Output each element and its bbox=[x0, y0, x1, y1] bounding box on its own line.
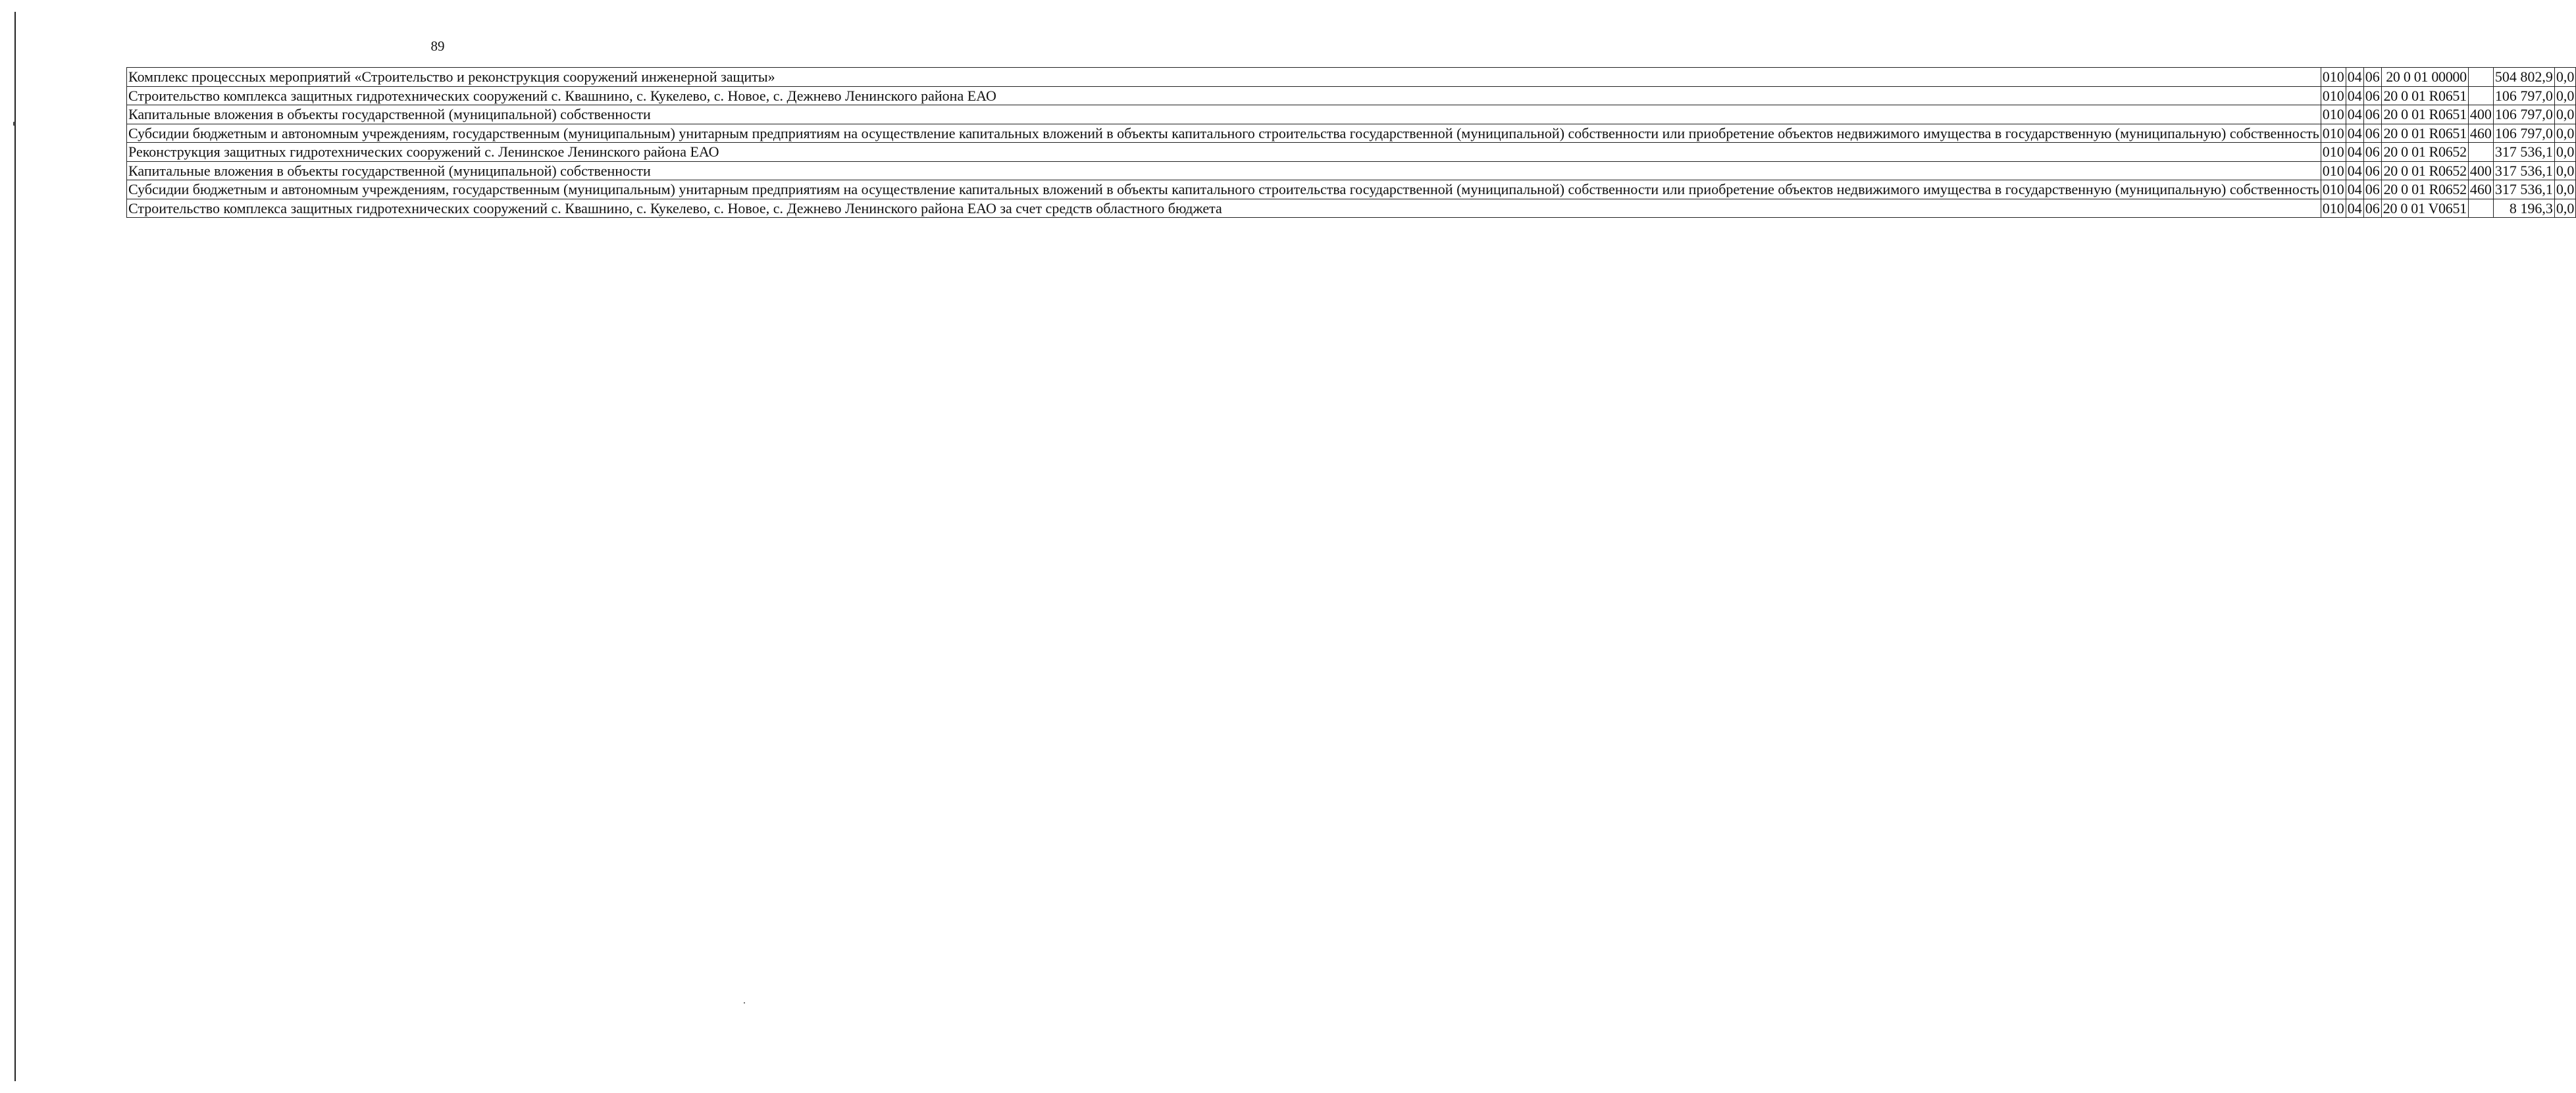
scan-speck bbox=[13, 122, 15, 126]
scan-speck bbox=[744, 1002, 745, 1004]
table-row bbox=[127, 161, 2576, 180]
target-article-code: 20 0 01 R0651 bbox=[2381, 105, 2468, 124]
expense-type-code bbox=[2468, 68, 2493, 87]
amount-1: 504 802,9 bbox=[2493, 68, 2554, 87]
subsection-code: 06 bbox=[2363, 180, 2381, 199]
target-article-code: 20 0 01 R0651 bbox=[2381, 124, 2468, 143]
ministry-code: 010 bbox=[2321, 86, 2346, 105]
target-article-code: 20 0 01 V0651 bbox=[2381, 199, 2468, 218]
row-description: Капитальные вложения в объекты государственной (муниципальной) собственности bbox=[127, 161, 2321, 180]
expense-type-code: 460 bbox=[2468, 180, 2493, 199]
row-description: Субсидии бюджетным и автономным учреждениям, государственным (муниципальным) унитарным предприятиям на осуществление капитальных вложений в объекты капитального строительства государственной (муниципальной) собственности или приобретение объектов недвижимого имущества в государственную (муниципальную) собственность bbox=[127, 180, 2321, 199]
expense-type-code bbox=[2468, 143, 2493, 162]
subsection-code: 06 bbox=[2363, 143, 2381, 162]
subsection-code: 06 bbox=[2363, 199, 2381, 218]
budget-table bbox=[126, 67, 2576, 218]
row-description: Строительство комплекса защитных гидротехнических сооружений с. Квашнино, с. Кукелево, с. Новое, с. Дежнево Ленинского района ЕАО за счет средств областного бюджета bbox=[127, 199, 2321, 218]
expense-type-code: 400 bbox=[2468, 161, 2493, 180]
table-row bbox=[127, 124, 2576, 143]
amount-2: 0,0 bbox=[2554, 124, 2576, 143]
amount-1: 317 536,1 bbox=[2493, 180, 2554, 199]
amount-1: 106 797,0 bbox=[2493, 124, 2554, 143]
table-row bbox=[127, 199, 2576, 218]
table-row bbox=[127, 143, 2576, 162]
table-row bbox=[127, 86, 2576, 105]
amount-2: 0,0 bbox=[2554, 161, 2576, 180]
amount-1: 317 536,1 bbox=[2493, 161, 2554, 180]
table-row bbox=[127, 180, 2576, 199]
section-code: 04 bbox=[2346, 143, 2363, 162]
subsection-code: 06 bbox=[2363, 105, 2381, 124]
amount-1: 106 797,0 bbox=[2493, 86, 2554, 105]
table-row bbox=[127, 68, 2576, 87]
amount-1: 106 797,0 bbox=[2493, 105, 2554, 124]
amount-2: 0,0 bbox=[2554, 68, 2576, 87]
table-row bbox=[127, 105, 2576, 124]
target-article-code: 20 0 01 R0652 bbox=[2381, 143, 2468, 162]
ministry-code: 010 bbox=[2321, 161, 2346, 180]
row-description: Комплекс процессных мероприятий «Строительство и реконструкция сооружений инженерной защиты» bbox=[127, 68, 2321, 87]
row-description: Субсидии бюджетным и автономным учреждениям, государственным (муниципальным) унитарным предприятиям на осуществление капитальных вложений в объекты капитального строительства государственной (муниципальной) собственности или приобретение объектов недвижимого имущества в государственную (муниципальную) собственность bbox=[127, 124, 2321, 143]
ministry-code: 010 bbox=[2321, 180, 2346, 199]
section-code: 04 bbox=[2346, 68, 2363, 87]
amount-1: 317 536,1 bbox=[2493, 143, 2554, 162]
ministry-code: 010 bbox=[2321, 143, 2346, 162]
binding-margin-line bbox=[14, 12, 16, 1081]
subsection-code: 06 bbox=[2363, 86, 2381, 105]
ministry-code: 010 bbox=[2321, 124, 2346, 143]
amount-1: 8 196,3 bbox=[2493, 199, 2554, 218]
subsection-code: 06 bbox=[2363, 161, 2381, 180]
amount-2: 0,0 bbox=[2554, 143, 2576, 162]
amount-2: 0,0 bbox=[2554, 86, 2576, 105]
section-code: 04 bbox=[2346, 199, 2363, 218]
expense-type-code: 460 bbox=[2468, 124, 2493, 143]
section-code: 04 bbox=[2346, 124, 2363, 143]
ministry-code: 010 bbox=[2321, 68, 2346, 87]
section-code: 04 bbox=[2346, 161, 2363, 180]
row-description: Реконструкция защитных гидротехнических сооружений с. Ленинское Ленинского района ЕАО bbox=[127, 143, 2321, 162]
row-description: Капитальные вложения в объекты государственной (муниципальной) собственности bbox=[127, 105, 2321, 124]
expense-type-code: 400 bbox=[2468, 105, 2493, 124]
subsection-code: 06 bbox=[2363, 68, 2381, 87]
target-article-code: 20 0 01 R0652 bbox=[2381, 180, 2468, 199]
section-code: 04 bbox=[2346, 86, 2363, 105]
ministry-code: 010 bbox=[2321, 105, 2346, 124]
section-code: 04 bbox=[2346, 105, 2363, 124]
expense-type-code bbox=[2468, 199, 2493, 218]
target-article-code: 20 0 01 R0652 bbox=[2381, 161, 2468, 180]
target-article-code: 20 0 01 R0651 bbox=[2381, 86, 2468, 105]
amount-2: 0,0 bbox=[2554, 105, 2576, 124]
subsection-code: 06 bbox=[2363, 124, 2381, 143]
amount-2: 0,0 bbox=[2554, 199, 2576, 218]
amount-2: 0,0 bbox=[2554, 180, 2576, 199]
section-code: 04 bbox=[2346, 180, 2363, 199]
row-description: Строительство комплекса защитных гидротехнических сооружений с. Квашнино, с. Кукелево, с. Новое, с. Дежнево Ленинского района ЕАО bbox=[127, 86, 2321, 105]
target-article-code: 20 0 01 00000 bbox=[2381, 68, 2468, 87]
ministry-code: 010 bbox=[2321, 199, 2346, 218]
page-number: 89 bbox=[430, 38, 445, 54]
expense-type-code bbox=[2468, 86, 2493, 105]
